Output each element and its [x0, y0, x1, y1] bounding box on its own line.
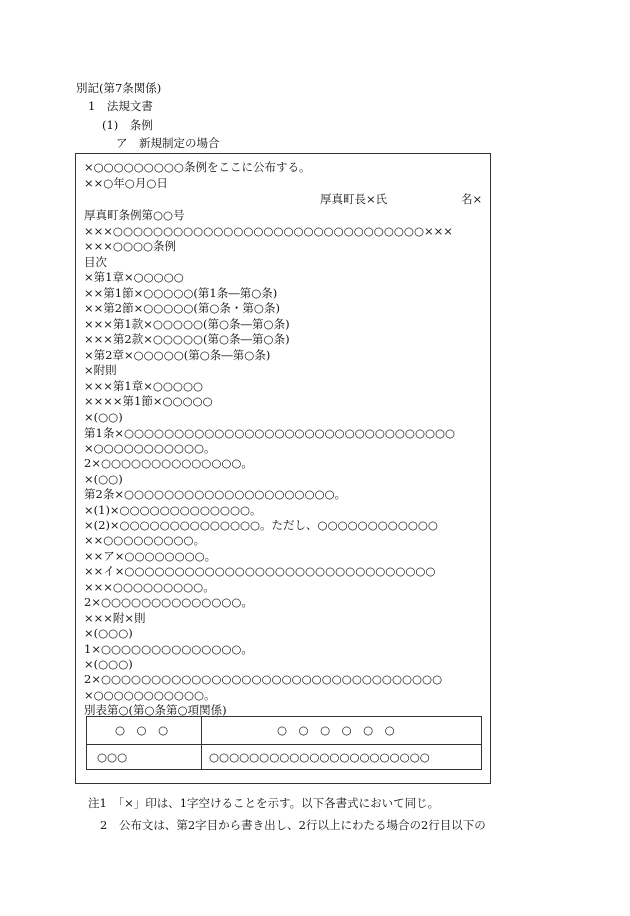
form-line: ×××○○○○条例 [84, 239, 177, 253]
table-cell: ○○○○○○○○○○○○○○○○○○○○○○ [209, 750, 430, 764]
form-line: ×(2)×○○○○○○○○○○○○○○。ただし、○○○○○○○○○○○○ [84, 518, 438, 532]
form-line: 別表第○(第○条第○項関係) [84, 703, 227, 717]
form-line: ××××第1節×○○○○○ [84, 394, 213, 408]
form-line: 1×○○○○○○○○○○○○○○。 [84, 642, 253, 656]
form-line: ×○○○○○○○○○○○。 [84, 441, 216, 455]
form-line: ×(1)×○○○○○○○○○○○○○。 [84, 503, 262, 517]
form-line: ××第2節×○○○○○(第○条・第○条) [84, 301, 280, 315]
form-line: ×(○○) [84, 410, 123, 424]
table-cell: ○○○ [97, 750, 128, 764]
form-line: ×××附×則 [84, 611, 146, 625]
section-heading-1: 1 法規文書 [88, 99, 153, 113]
form-line: ×××第1款×○○○○○(第○条―第○条) [84, 317, 290, 331]
form-line: ×(○○) [84, 472, 123, 486]
form-line: 目次 [84, 255, 107, 269]
form-line: 第1条×○○○○○○○○○○○○○○○○○○○○○○○○○○○○○○○○○ [84, 426, 456, 440]
note-1: 注1 「×」印は、1字空けることを示す。以下各書式において同じ。 [88, 796, 440, 810]
form-line: ×○○○○○○○○○条例をここに公布する。 [84, 160, 311, 174]
form-line: ×(○○○) [84, 657, 133, 671]
form-line: ×××第1章×○○○○○ [84, 379, 204, 393]
form-line: 厚真町条例第○○号 [84, 208, 185, 222]
form-line: ××○年○月○日 [84, 176, 168, 190]
form-line: ××○○○○○○○○○。 [84, 533, 206, 547]
form-line: ×附則 [84, 363, 117, 377]
form-line: 2×○○○○○○○○○○○○○○。 [84, 595, 253, 609]
form-line: ××第1節×○○○○○(第1条―第○条) [84, 286, 278, 300]
subsubsection-heading: ア 新規制定の場合 [116, 136, 220, 150]
form-line: ×○○○○○○○○○○○。 [84, 688, 216, 702]
form-line: 2×○○○○○○○○○○○○○○。 [84, 456, 253, 470]
form-line: ×第2章×○○○○○(第○条―第○条) [84, 348, 271, 362]
table-header-cell: ○ ○ ○ [115, 723, 169, 737]
form-line: ×××第2款×○○○○○(第○条―第○条) [84, 332, 290, 346]
table-divider [87, 744, 481, 745]
form-line: ××ア×○○○○○○○○。 [84, 549, 217, 563]
form-line: ×××○○○○○○○○○。 [84, 580, 215, 594]
form-line: 2×○○○○○○○○○○○○○○○○○○○○○○○○○○○○○○○○○○ [84, 672, 443, 686]
section-title: 別記(第7条関係) [76, 81, 162, 95]
mayor-name-end: 名× [461, 192, 483, 206]
mayor-signature: 厚真町長×氏 [320, 192, 388, 206]
subsection-heading: (1) 条例 [102, 118, 153, 132]
form-line: ×××○○○○○○○○○○○○○○○○○○○○○○○○○○○○○○○××× [84, 224, 453, 238]
form-line: ×第1章×○○○○○ [84, 270, 184, 284]
form-line: ×(○○○) [84, 626, 133, 640]
table-header-cell: ○ ○ ○ ○ ○ ○ [277, 723, 395, 737]
form-line: ××イ×○○○○○○○○○○○○○○○○○○○○○○○○○○○○○○○ [84, 564, 436, 578]
form-line: 第2条×○○○○○○○○○○○○○○○○○○○○○。 [84, 487, 347, 501]
note-2: 2 公布文は、第2字目から書き出し、2行以上にわたる場合の2行目以下の [100, 818, 486, 832]
table-divider [201, 717, 202, 769]
appendix-table [86, 716, 482, 770]
